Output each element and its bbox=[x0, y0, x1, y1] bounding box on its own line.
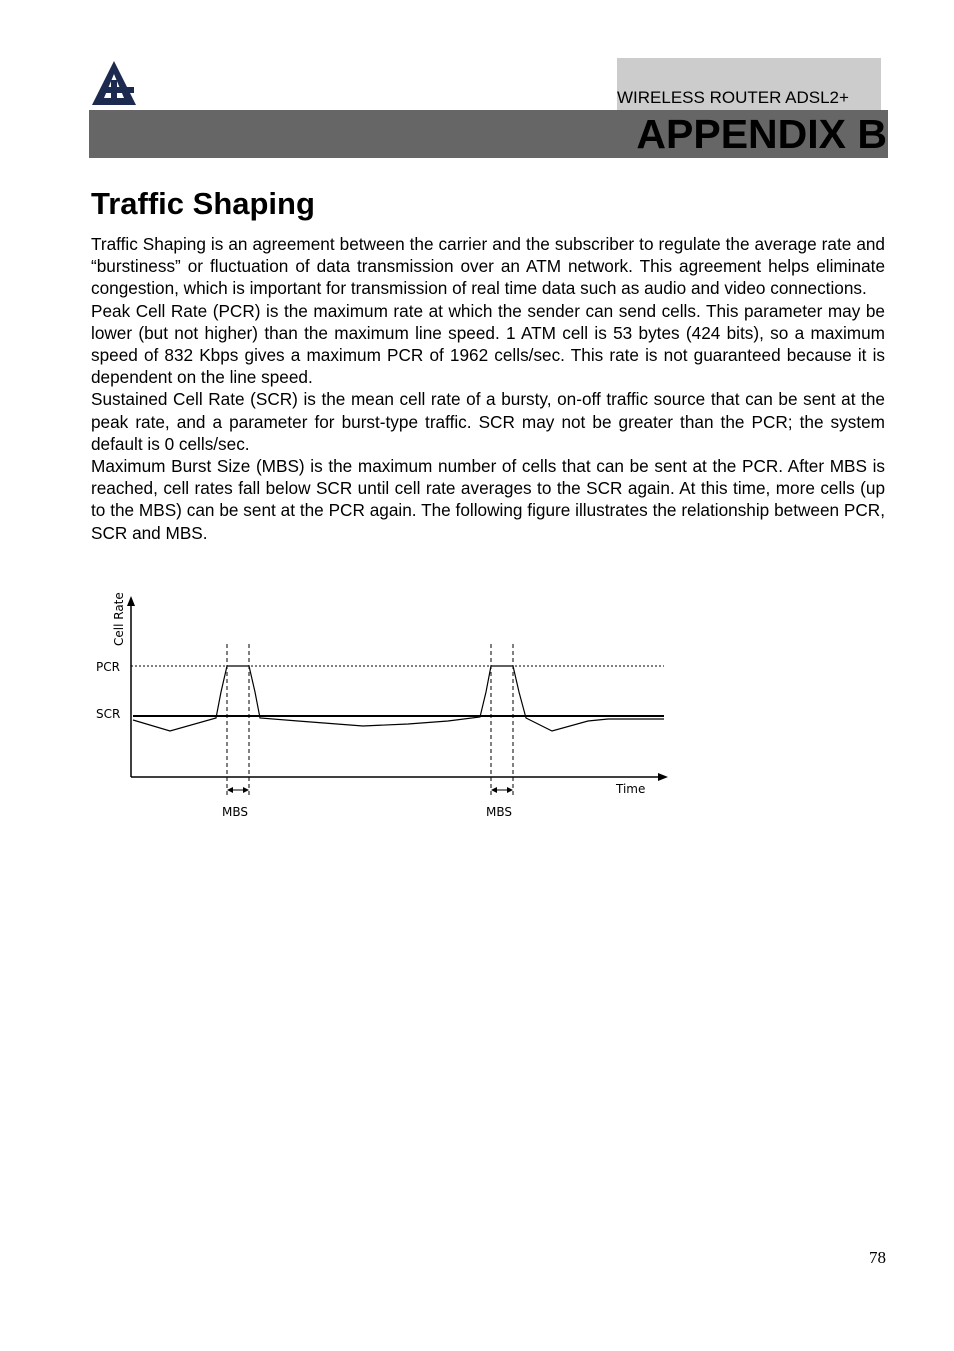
section-heading: Traffic Shaping bbox=[91, 186, 315, 221]
x-axis-label: Time bbox=[616, 782, 646, 796]
paragraph-mbs: Maximum Burst Size (MBS) is the maximum number of cells that can be sent at the PCR. After MBS is reached, cell rates fall below SCR until cell rate averages to the SCR again. At this time, more cells (up to the MBS) can be sent at the PCR again. The following figure illustrates the relationship between PCR, SCR and MBS. bbox=[91, 456, 885, 543]
mbs-arrow-2-right-head bbox=[507, 787, 513, 793]
appendix-title: APPENDIX B bbox=[636, 111, 887, 157]
y-axis-arrow bbox=[127, 596, 135, 606]
x-axis-arrow bbox=[658, 773, 668, 781]
mbs-arrow-1-right-head bbox=[243, 787, 249, 793]
scr-label: SCR bbox=[96, 707, 121, 721]
mbs-label-2: MBS bbox=[486, 805, 512, 819]
product-name: WIRELESS ROUTER ADSL2+ bbox=[617, 88, 849, 107]
paragraph-pcr: Peak Cell Rate (PCR) is the maximum rate at which the sender can send cells. This parameter may be lower (but not higher) than the maximum line speed. 1 ATM cell is 53 bytes (424 bits), so a maximum speed of 832 Kbps gives a maximum PCR of 1962 cells/sec. This rate is not guaranteed because it is dependent on the line speed. bbox=[91, 300, 885, 388]
mbs-arrow-2-left-head bbox=[491, 787, 497, 793]
mbs-label-1: MBS bbox=[222, 805, 248, 819]
traffic-shaping-diagram bbox=[88, 580, 678, 825]
atlantis-logo-icon bbox=[91, 60, 137, 106]
mbs-arrow-1-left-head bbox=[227, 787, 233, 793]
section-body bbox=[91, 233, 885, 544]
page-number: 78 bbox=[869, 1248, 886, 1267]
y-axis-label: Cell Rate bbox=[112, 592, 126, 646]
paragraph-traffic-shaping: Traffic Shaping is an agreement between the carrier and the subscriber to regulate the average rate and “burstiness” or fluctuation of data transmission over an ATM network. This agreement helps eliminate congestion, which is important for transmission of real time data such as audio and video connections. bbox=[91, 234, 885, 299]
paragraph-scr: Sustained Cell Rate (SCR) is the mean cell rate of a bursty, on-off traffic source that can be sent at the peak rate, and a parameter for burst-type traffic. SCR may not be greater than the PCR; the system default is 0 cells/sec. bbox=[91, 389, 885, 454]
cell-rate-curve bbox=[133, 666, 664, 731]
pcr-label: PCR bbox=[96, 660, 120, 674]
